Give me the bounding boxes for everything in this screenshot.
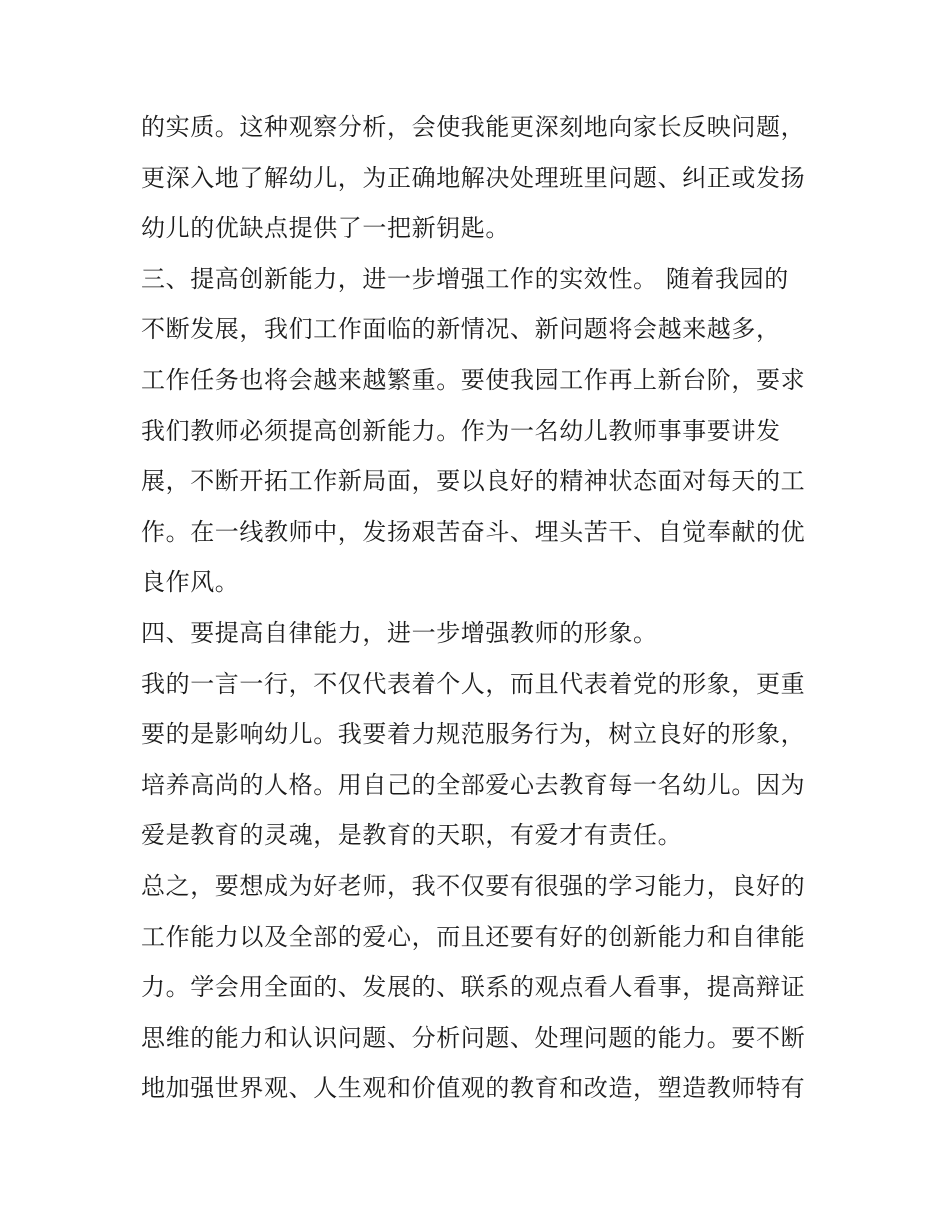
document-body: [141, 102, 821, 1114]
text-line: 力。学会用全面的、发展的、联系的观点看人看事，提高辩证: [141, 973, 806, 1002]
section-heading-line: 三、提高创新能力，进一步增强工作的实效性。 随着我园的: [141, 264, 789, 293]
text-line: 的实质。这种观察分析，会使我能更深刻地向家长反映问题，: [141, 113, 806, 141]
text-line: 思维的能力和认识问题、分析问题、处理问题的能力。要不断: [141, 1023, 806, 1052]
section-heading: 四、要提高自律能力，进一步增强教师的形象。: [141, 618, 658, 647]
text-line: 要的是影响幼儿。我要着力规范服务行为，树立良好的形象，: [141, 720, 806, 749]
text-line: 展，不断开拓工作新局面，要以良好的精神状态面对每天的工: [141, 467, 806, 496]
text-line: 爱是教育的灵魂，是教育的天职，有爱才有责任。: [141, 821, 683, 850]
text-line: 培养高尚的人格。用自己的全部爱心去教育每一名幼儿。因为: [141, 770, 806, 799]
text-line: 我们教师必须提高创新能力。作为一名幼儿教师事事要讲发: [141, 416, 781, 445]
text-line: 幼儿的优缺点提供了一把新钥匙。: [141, 214, 510, 243]
text-line: 不断发展，我们工作面临的新情况、新问题将会越来越多，: [141, 315, 781, 344]
text-line: 地加强世界观、人生观和价值观的教育和改造，塑造教师特有: [141, 1074, 806, 1103]
text-line: 良作风。: [141, 568, 240, 597]
conclusion-line: 总之，要想成为好老师，我不仅要有很强的学习能力，良好的: [141, 871, 806, 900]
text-line: 作。在一线教师中，发扬艰苦奋斗、埋头苦干、自觉奉献的优: [141, 517, 806, 546]
text-line: 工作任务也将会越来越繁重。要使我园工作再上新台阶，要求: [141, 365, 806, 394]
text-line: 工作能力以及全部的爱心，而且还要有好的创新能力和自律能: [141, 922, 806, 951]
text-line: 更深入地了解幼儿，为正确地解决处理班里问题、纠正或发扬: [141, 163, 806, 192]
text-line: 我的一言一行，不仅代表着个人，而且代表着党的形象，更重: [141, 669, 806, 698]
